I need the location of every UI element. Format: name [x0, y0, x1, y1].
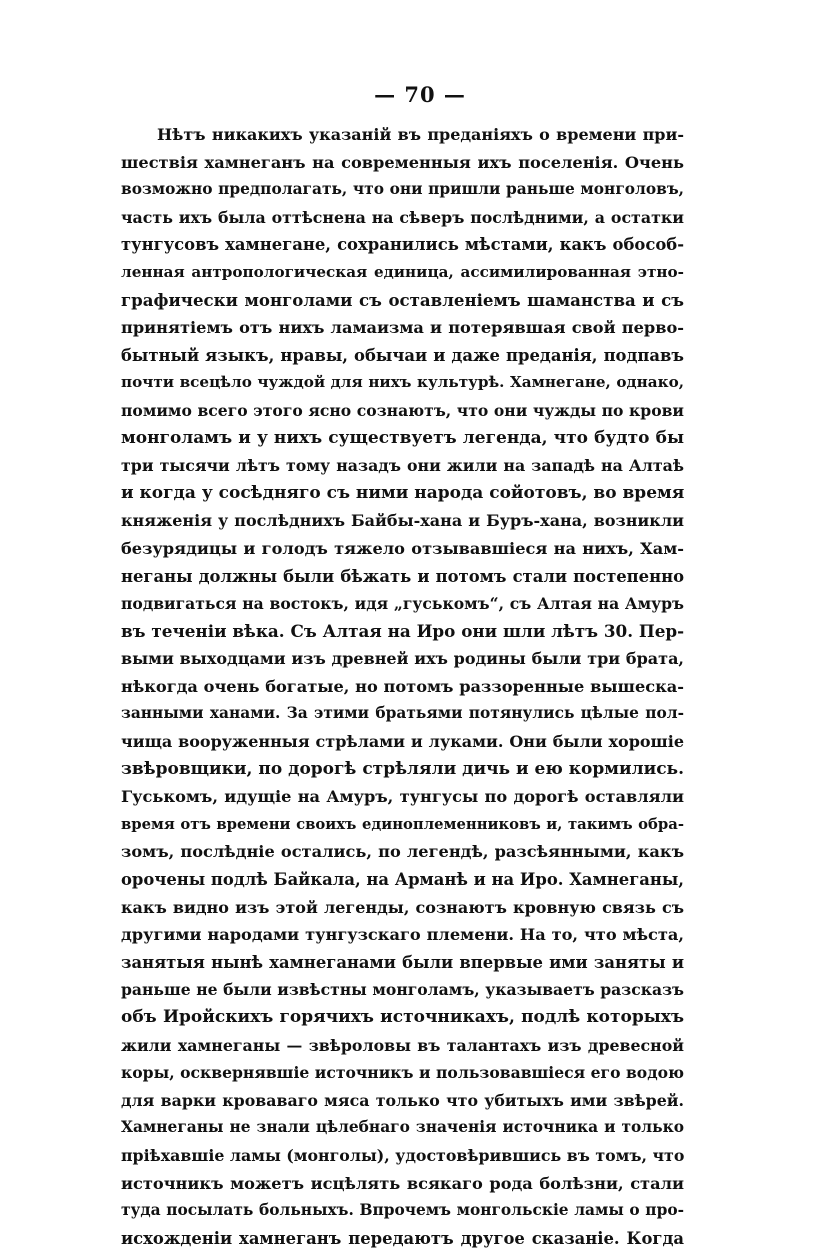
text-line: ленная антропологическая единица, ассимилированная этно- — [121, 262, 684, 281]
text-line: часть ихъ была оттѣснена на сѣверъ послѣдними, а остатки — [121, 207, 684, 227]
text-line: занятыя нынѣ хамнеганами были впервые ими заняты и — [121, 952, 684, 972]
text-line: какъ видно изъ этой легенды, сознаютъ кровную связь съ — [121, 897, 684, 917]
text-line: орочены подлѣ Байкала, на Арманѣ и на Иро. Хамнеганы, — [121, 870, 684, 890]
text-line: принятіемъ отъ нихъ ламаизма и потерявшая свой перво- — [121, 318, 684, 338]
text-line: помимо всего этого ясно сознаютъ, что они чужды по крови — [121, 400, 684, 420]
text-line: въ теченіи вѣка. Съ Алтая на Иро они шли лѣтъ 30. Пер- — [121, 620, 684, 641]
text-line: раньше не были извѣстны монголамъ, указываетъ разсказъ — [121, 980, 684, 1000]
text-line: источникъ можетъ исцѣлять всякаго рода болѣзни, стали — [121, 1173, 684, 1193]
text-line: Нѣтъ никакихъ указаній въ преданіяхъ о времени при- — [157, 125, 684, 144]
text-line: время отъ времени своихъ единоплеменниковъ и, такимъ обра- — [121, 815, 684, 833]
text-line: монголамъ и у нихъ существуетъ легенда, что будто бы — [121, 427, 684, 448]
text-line: пріѣхавшіе ламы (монголы), удостовѣрившись въ томъ, что — [121, 1145, 684, 1165]
text-line: подвигаться на востокъ, идя „гуськомъ“, съ Алтая на Амуръ — [121, 594, 684, 614]
text-line: жили хамнеганы — звѣроловы въ талантахъ изъ древесной — [121, 1035, 684, 1055]
text-line: бытный языкъ, нравы, обычаи и даже преданія, подпавъ — [121, 345, 684, 365]
text-line: почти всецѣло чуждой для нихъ культурѣ. Хамнегане, однако, — [121, 373, 684, 392]
text-line: Гуськомъ, идущіе на Амуръ, тунгусы по дорогѣ оставляли — [121, 787, 684, 807]
text-line: туда посылать больныхъ. Впрочемъ монгольскіе ламы о про- — [121, 1201, 684, 1220]
text-line: тунгусовъ хамнегане, сохранились мѣстами, какъ обособ- — [121, 235, 684, 255]
body-text — [121, 121, 684, 1252]
text-line: для варки кроваваго мяса только что убитыхъ ими звѣрей. — [121, 1090, 684, 1110]
text-line: неганы должны были бѣжать и потомъ стали постепенно — [121, 566, 684, 586]
text-line: шествія хамнеганъ на современныя ихъ поселенія. Очень — [121, 152, 684, 172]
text-line: возможно предполагать, что они пришли раньше монголовъ, — [121, 180, 684, 199]
text-line: нѣкогда очень богатые, но потомъ раззоренные вышеска- — [121, 676, 684, 696]
text-line: звѣровщики, по дорогѣ стрѣляли дичь и ею кормились. — [121, 758, 684, 779]
text-line: княженія у послѣднихъ Байбы-хана и Буръ-хана, возникли — [121, 511, 684, 531]
text-line: исхожденіи хамнеганъ передаютъ другое сказаніе. Когда — [121, 1228, 684, 1248]
text-line: три тысячи лѣтъ тому назадъ они жили на западѣ на Алтаѣ — [121, 456, 684, 476]
text-line: чища вооруженныя стрѣлами и луками. Они были хорошіе — [121, 732, 684, 752]
text-line: безурядицы и голодъ тяжело отзывавшіеся на нихъ, Хам- — [121, 538, 684, 558]
text-line: другими народами тунгузскаго племени. На то, что мѣста, — [121, 925, 684, 945]
text-line: зомъ, послѣдніе остались, по легендѣ, разсѣянными, какъ — [121, 842, 684, 862]
text-line: объ Иройскихъ горячихъ источникахъ, подлѣ которыхъ — [121, 1007, 684, 1027]
text-line: Хамнеганы не знали цѣлебнаго значенія источника и только — [121, 1118, 684, 1137]
text-line: и когда у сосѣдняго съ ними народа сойотовъ, во время — [121, 482, 684, 503]
text-line: графически монголами съ оставленіемъ шаманства и съ — [121, 289, 684, 310]
text-line: занными ханами. За этими братьями потянулись цѣлые пол- — [121, 704, 684, 723]
text-line: выми выходцами изъ древней ихъ родины были три брата, — [121, 649, 684, 669]
text-line: коры, осквернявшіе источникъ и пользовавшіеся его водою — [121, 1063, 684, 1083]
page-number: — 70 — — [374, 82, 466, 107]
